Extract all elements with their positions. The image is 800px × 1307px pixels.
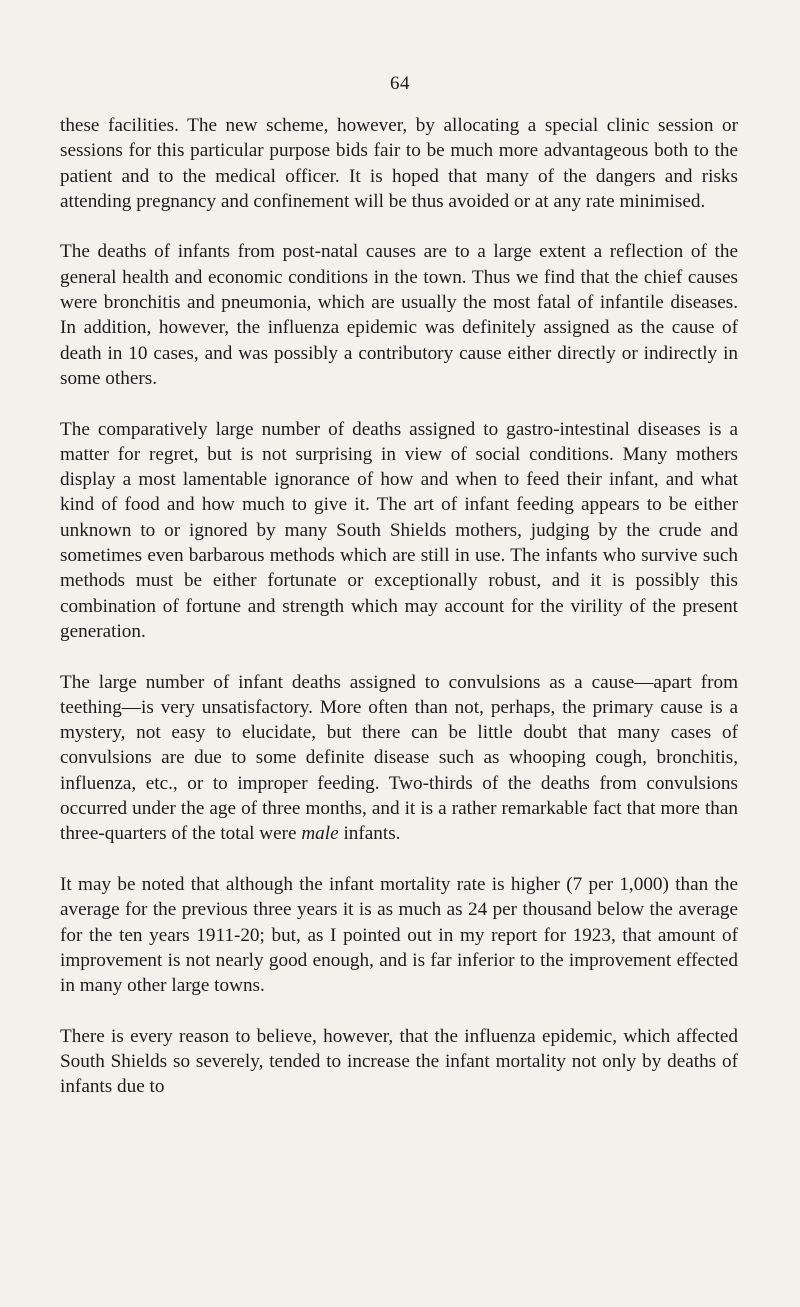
paragraph-convulsions-text: The large number of infant deaths assigned to convulsions as a cause—apart from teething—is very unsatisfactory. More often than not, perhaps, the primary cause is a mystery, not easy to elucidate, but there can be little doubt that many cases of convulsions are due to some definite disease such as whooping cough, bronchitis, influenza, etc., or to improper feeding. Two-thirds of the deaths from convulsions occurred under the age of three months, and it is a rather remarkable fact that more than three-quarters of the total were — [60, 671, 738, 845]
body-text — [60, 113, 738, 1100]
paragraph-gastro-intestinal: The comparatively large number of deaths assigned to gastro-intestinal diseases is a matter for regret, but is not surprising in view of social conditions. Many mothers display a most lamentable ignorance of how and when to feed their infant, and what kind of food and how much to give it. The art of infant feeding appears to be either unknown to or ignored by many South Shields mothers, judging by the crude and sometimes even barbarous methods which are still in use. The infants who survive such methods must be either fortunate or exceptionally robust, and it is possibly this combination of fortune and strength which may account for the virility of the present generation. — [60, 418, 738, 642]
paragraph-convulsions — [60, 670, 738, 847]
paragraph-convulsions-emphasis: male — [301, 823, 339, 845]
paragraph-convulsions-ending: infants. — [338, 823, 401, 845]
paragraph-mortality-rate: It may be noted that although the infant mortality rate is higher (7 per 1,000) than the average for the previous three years it is as much as 24 per thousand below the average for the ten years 1911-20; but, as I pointed out in my report for 1923, that amount of improvement is not nearly good enough, and is far inferior to the improvement effected in many other large towns. — [60, 873, 738, 997]
paragraph-post-natal-causes: The deaths of infants from post-natal causes are to a large extent a reflection of the general health and economic conditions in the town. Thus we find that the chief causes were bronchitis and pneumonia, which are usually the most fatal of infantile diseases. In addition, however, the influenza epidemic was definitely assigned as the cause of death in 10 cases, and was possibly a contributory cause either directly or indirectly in some others. — [60, 241, 738, 389]
paragraph-influenza-epidemic: There is every reason to believe, however, that the influenza epidemic, which affected South Shields so severely, tended to increase the infant mortality not only by deaths of infants due to — [60, 1025, 738, 1098]
page-number: 64 — [390, 73, 410, 94]
paragraph-facilities: these facilities. The new scheme, however, by allocating a special clinic session or sessions for this particular purpose bids fair to be much more advantageous both to the patient and to the medical officer. It is hoped that many of the dangers and risks attending pregnancy and confinement will be thus avoided or at any rate minimised. — [60, 115, 738, 212]
